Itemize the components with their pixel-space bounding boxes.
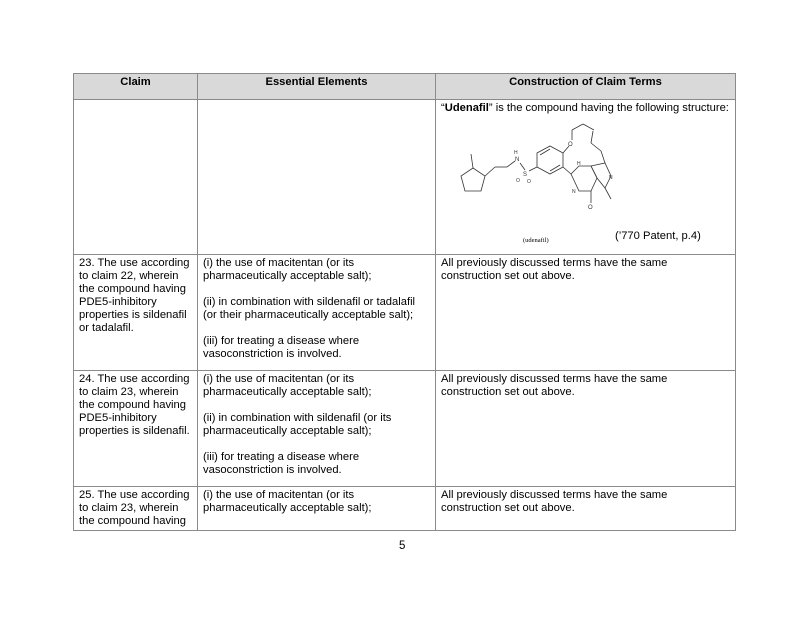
claim-cell xyxy=(74,100,198,255)
svg-text:N: N xyxy=(609,175,613,181)
patent-citation: (’770 Patent, p.4) xyxy=(615,230,701,242)
header-essential-elements: Essential Elements xyxy=(198,74,436,100)
table-header-row xyxy=(74,74,736,100)
claim-cell: 24. The use according to claim 23, wherein the compound having PDE5-inhibitory properties is sildenafil. xyxy=(74,371,198,487)
element-item: (ii) in combination with sildenafil or tadalafil (or their pharmaceutically acceptable salt); xyxy=(203,296,416,321)
svg-text:O: O xyxy=(516,178,520,184)
elements-cell xyxy=(198,487,436,531)
elements-cell xyxy=(198,100,436,255)
svg-text:O: O xyxy=(527,179,531,185)
element-item: (iii) for treating a disease where vasoconstriction is involved. xyxy=(203,335,360,360)
svg-text:O: O xyxy=(568,142,573,148)
defined-term: Udenafil xyxy=(444,102,489,114)
definition-text: ” is the compound having the following structure: xyxy=(488,102,729,114)
construction-cell: All previously discussed terms have the same construction set out above. xyxy=(436,487,736,531)
claim-cell: 23. The use according to claim 22, wherein the compound having PDE5-inhibitory properties is sildenafil or tadalafil. xyxy=(74,255,198,371)
header-construction: Construction of Claim Terms xyxy=(436,74,736,100)
element-item: (ii) in combination with sildenafil (or its pharmaceutically acceptable salt); xyxy=(203,412,392,437)
table-row xyxy=(74,487,736,531)
table-row xyxy=(74,255,736,371)
element-item: (i) the use of macitentan (or its pharmaceutically acceptable salt); xyxy=(203,257,372,282)
svg-text:N: N xyxy=(572,189,576,195)
table-row xyxy=(74,100,736,255)
udenafil-definition xyxy=(441,102,730,115)
quote-mark: “ xyxy=(441,102,445,114)
chemical-structure-figure xyxy=(441,121,730,244)
table-row xyxy=(74,371,736,487)
svg-text:N: N xyxy=(515,157,520,163)
elements-cell xyxy=(198,371,436,487)
claims-construction-table xyxy=(73,73,736,531)
header-claim: Claim xyxy=(74,74,198,100)
udenafil-structure-icon xyxy=(455,121,635,231)
page-number: 5 xyxy=(399,540,406,552)
svg-text:S: S xyxy=(523,172,528,178)
construction-cell: All previously discussed terms have the same construction set out above. xyxy=(436,371,736,487)
construction-cell xyxy=(436,100,736,255)
element-item: (i) the use of macitentan (or its pharmaceutically acceptable salt); xyxy=(203,373,372,398)
svg-text:H: H xyxy=(577,161,581,167)
claim-cell: 25. The use according to claim 23, wherein the compound having xyxy=(74,487,198,531)
svg-text:O: O xyxy=(588,205,593,211)
element-item: (i) the use of macitentan (or its pharmaceutically acceptable salt); xyxy=(203,489,372,514)
svg-text:H: H xyxy=(514,150,518,156)
elements-cell xyxy=(198,255,436,371)
element-item: (iii) for treating a disease where vasoconstriction is involved. xyxy=(203,451,360,476)
construction-cell: All previously discussed terms have the same construction set out above. xyxy=(436,255,736,371)
structure-caption: (udenafil) xyxy=(523,237,549,244)
